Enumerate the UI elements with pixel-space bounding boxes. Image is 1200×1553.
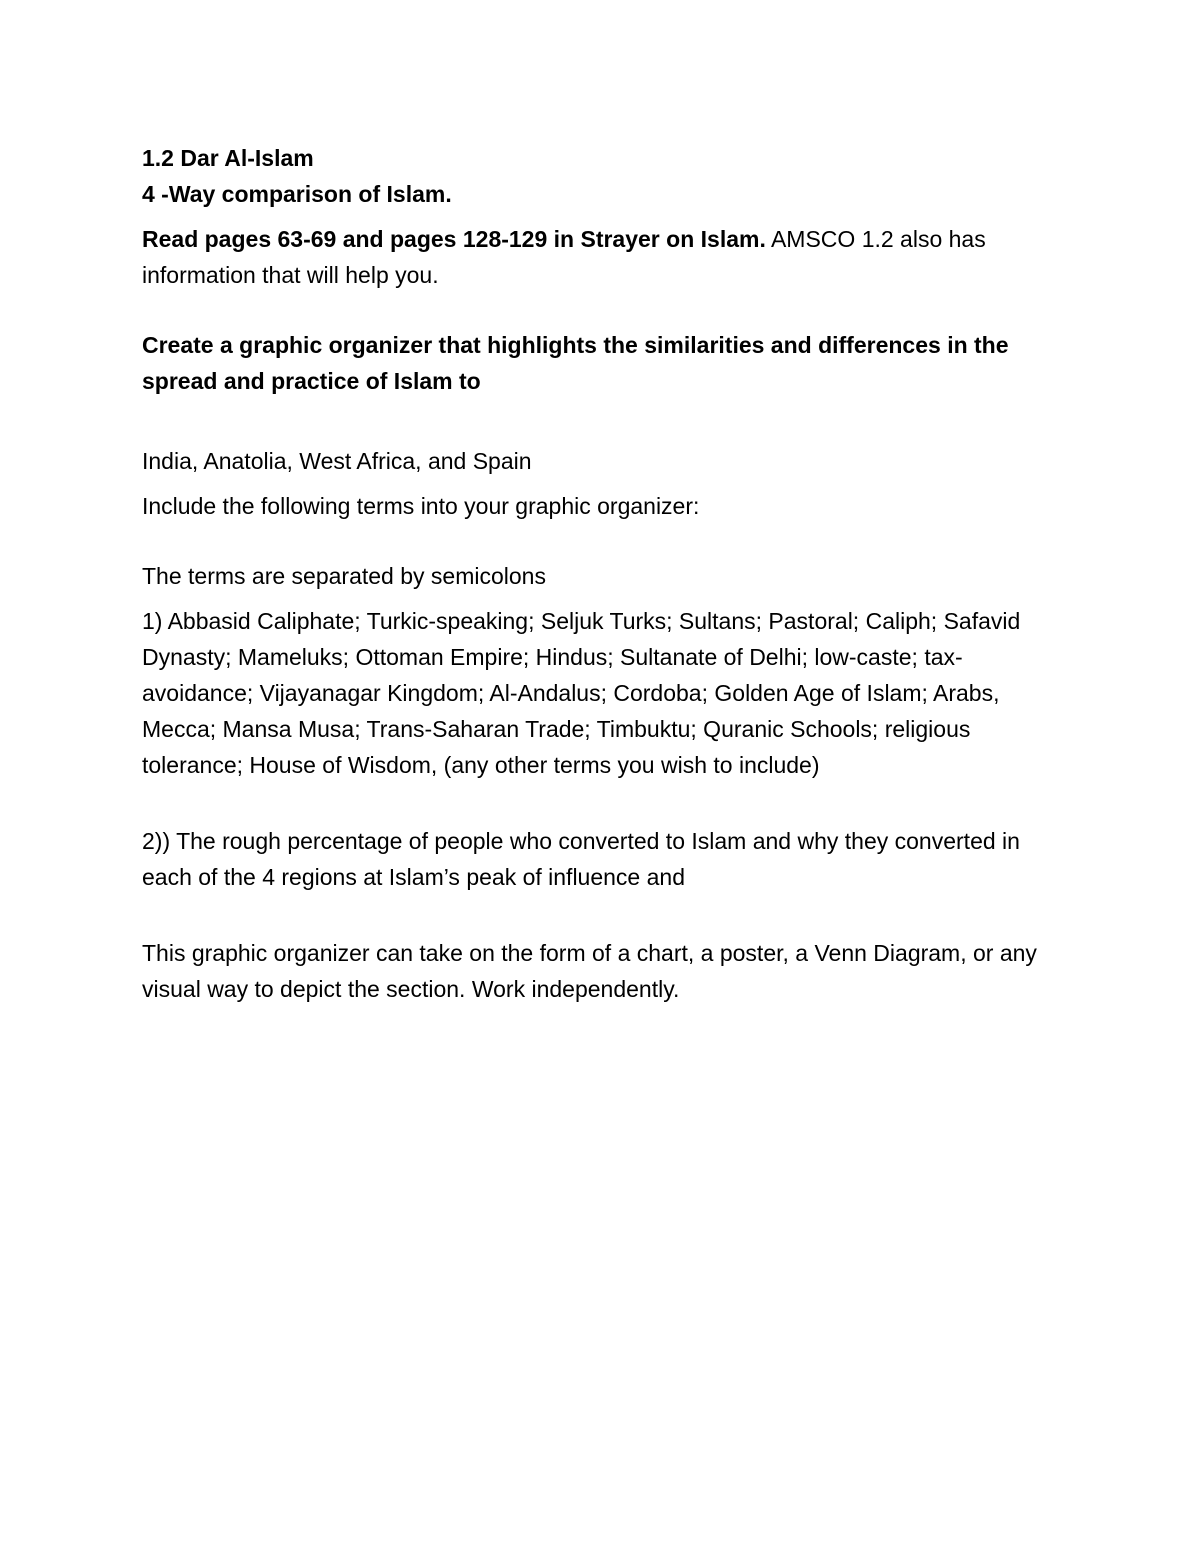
separator-note: The terms are separated by semicolons [142,563,546,589]
task-instruction: Create a graphic organizer that highlights the similarities and differences in the spread and practice of Islam to [142,332,1009,394]
form-note: This graphic organizer can take on the form of a chart, a poster, a Venn Diagram, or any visual way to depict the section. Work independently. [142,940,1037,1002]
reading-amsco-note: AMSCO 1.2 also has information that will help you. [142,226,986,288]
document-title: 1.2 Dar Al-Islam [142,145,314,171]
percentage-list-item: 2)) The rough percentage of people who converted to Islam and why they converted in each of the 4 regions at Islam’s peak of influence and [142,828,1020,890]
terms-list-item: 1) Abbasid Caliphate; Turkic-speaking; Seljuk Turks; Sultans; Pastoral; Caliph; Safavid Dynasty; Mameluks; Ottoman Empire; Hindus; Sultanate of Delhi; low-caste; tax-avoidance; Vijayanagar Kingdom; Al-Andalus; Cordoba; Golden Age of Islam; Arabs, Mecca; Mansa Musa; Trans-Saharan Trade; Timbuktu; Quranic Schools; religious tolerance; House of Wisdom, (any other terms you wish to include) [142,608,1021,778]
regions-list: India, Anatolia, West Africa, and Spain [142,448,532,474]
reading-instruction [142,221,1062,293]
document-body [142,140,1062,1007]
include-terms-instruction: Include the following terms into your graphic organizer: [142,493,700,519]
document-subtitle: 4 -Way comparison of Islam. [142,181,452,207]
reading-pages: Read pages 63-69 and pages 128-129 in Strayer on Islam. [142,226,766,252]
